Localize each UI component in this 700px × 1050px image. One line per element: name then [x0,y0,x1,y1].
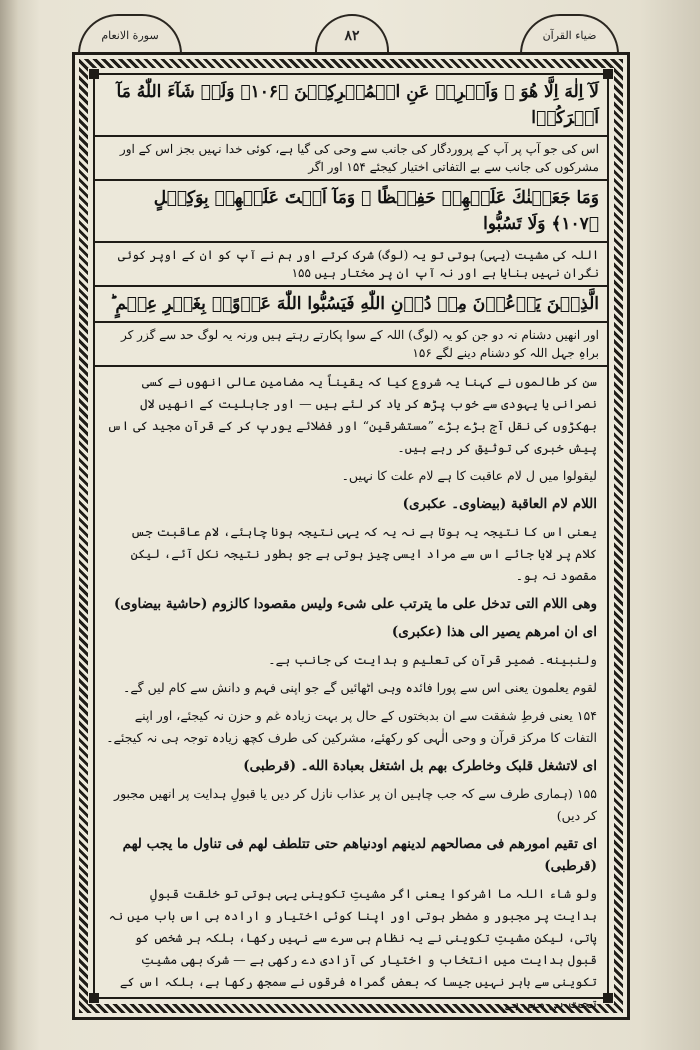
surah-name-cartouche [78,14,182,56]
commentary-arabic-quote: ای لاتشغل قلبک وخاطرک بهم بل اشتغل بعبادة الله۔ (قرطبی) [243,758,597,774]
quran-verse-2: وَمَا جَعَلۡنٰكَ عَلَيۡهِمۡ حَفِيۡظًا ۚ وَمَآ اَنۡتَ عَلَيۡهِمۡ بِوَكِيۡلٍ ﴿۱۰۷﴾ وَلَا تَسُبُّوا [95,181,607,243]
commentary-note-155: ۱۵۵ (ہماری طرف سے کہ جب چاہیں ان پر عذاب نازل کر دیں یا قبولِ ہدایت پر انھیں مجبور کر دیں) [114,786,597,823]
corner-ornament [89,69,99,79]
commentary-note-154: ۱۵۴ یعنی فرطِ شفقت سے ان بدبختوں کے حال پر بہت زیادہ غم و حزن نہ کیجئے، اور اپنے التفات کا مرکز قرآن و وحی الٰہی کو رکھئے، مشرکین کی طرف کچھ زیادہ توجہ ہی نہ کیجئے۔ [106,708,597,745]
translation-3: اور انھیں دشنام نہ دو جن کو یہ (لوگ) اللہ کے سوا پکارتے رہتے ہیں ورنہ یہ لوگ حد سے گزر کر براہِ جہل اللہ کو دشنام دینے لگے ۱۵۶ [95,323,607,367]
commentary-paragraph: ولنبینه۔ ضمیر قرآن کی تعلیم و ہدایت کی جانب ہے۔ [268,652,597,667]
commentary-paragraph: لیقولوا میں ل لام عاقبت کا ہے لام علت کا نہیں۔ [341,468,597,483]
commentary-paragraph: سن کر طالموں نے کہنا یہ شروع کیا کہ یقیناً یہ مضامین عالی انھوں نے کسی نصرانی یا یہودی سے خوب پڑھ کر یاد کر لئے ہیں — اور جاہلیت کے انھیں لال بھکڑوں کی نقل آج بڑے بڑے ”مستشرقین“ اور فضلائے یورپ کر کے قرآن مجید کی اس پیش خبری کی توثیق کر رہے ہیں۔ [107,374,597,455]
commentary-arabic-quote: ای ان امرهم یصیر الی هذا (عکبری) [391,624,597,640]
commentary-arabic-quote: وهی اللام التی تدخل علی ما یترتب علی شیء ولیس مقصودا کالزوم (حاشیة بیضاوی) [114,596,597,612]
commentary-paragraph: لقوم یعلمون یعنی اس سے پورا فائدہ وہی اٹھائیں گے جو اپنی فہم و دانش سے کام لیں گے۔ [123,680,597,695]
book-title: ضیاء القرآن [542,29,597,42]
translation-1: اس کی جو آپ پر آپ کے پروردگار کی جانب سے وحی کی گیا ہے، کوئی خدا نہیں بجز اس کے اور مشرکوں کی جانب سے بے التفاتی اختیار کیجئے ۱۵۴ اور اگر [95,137,607,181]
commentary-paragraph: یعنی اس کا نتیجہ یہ ہوتا ہے نہ یہ کہ یہی نتیجہ ہونا چاہئے، لام عاقبت جس کلام پر لایا جائے اس سے مراد ایسی چیز ہوتی ہے جو بطور نتیجہ نکل آئے، لیکن مقصود نہ ہو۔ [130,524,597,583]
adjacent-page-edge [0,0,18,1050]
commentary-paragraph: ولو شاء اللہ ما اشرکوا یعنی اگر مشیتِ تکوینی یہی ہوتی تو خلقت قبولِ ہدایت پر مجبور و مضطر ہوتی اور اپنا کوئی اختیار و ارادہ ہی اس باب میں نہ پاتی، لیکن مشیتِ تکوینی نے یہ نظام ہی سرے سے نہیں رکھا، بلکہ ہر شخص کو قبول ہدایت میں انتخاب و اختیار کی آزادی دے رکھی ہے — شرک بھی مشیتِ تکوینی سے باہر نہیں جیسا کہ بعض گمراہ فرقوں نے سمجھ رکھا ہے، بلکہ اس کے تحت ہی میں ہے۔ [108,886,597,1011]
page-number-cartouche [315,14,389,56]
book-title-cartouche [520,14,619,56]
corner-ornament [89,993,99,1003]
commentary [95,367,607,1025]
commentary-arabic-quote: اللام لام العاقبة (بیضاوی۔ عکبری) [402,496,597,512]
decorative-frame [72,52,630,1020]
quran-verse-1: لَآ اِلٰهَ اِلَّا هُوَ ۚ وَاَعۡرِضۡ عَنِ الۡمُشۡرِكِيۡنَ ﴿۱۰۶﴾ وَلَوۡ شَآءَ اللّٰهُ مَآ اَشۡرَكُوۡا [95,75,607,137]
quran-verse-3: الَّذِيۡنَ يَدۡعُوۡنَ مِنۡ دُوۡنِ اللّٰهِ فَيَسُبُّوا اللّٰهَ عَدۡوًاۢ بِغَيۡرِ عِلۡمٍ ؕ [95,287,607,323]
corner-ornament [603,993,613,1003]
page-number: ۸۲ [344,28,360,44]
commentary-arabic-quote: ای تقیم امورهم فی مصالحهم لدینهم اودنیاهم حتی تتلطف لهم فی تناول ما یجب لهم (قرطبی) [122,836,597,874]
corner-ornament [603,69,613,79]
surah-name: سورة الانعام [101,29,159,42]
text-area [93,73,609,1011]
translation-2: اللہ کی مشیت (یہی) ہوتی تو یہ (لوگ) شرک کرتے اور ہم نے آپ کو ان کے اوپر کوئی نگران نہیں بنایا ہے اور نہ آپ ان پر مختار ہیں ۱۵۵ [95,243,607,287]
